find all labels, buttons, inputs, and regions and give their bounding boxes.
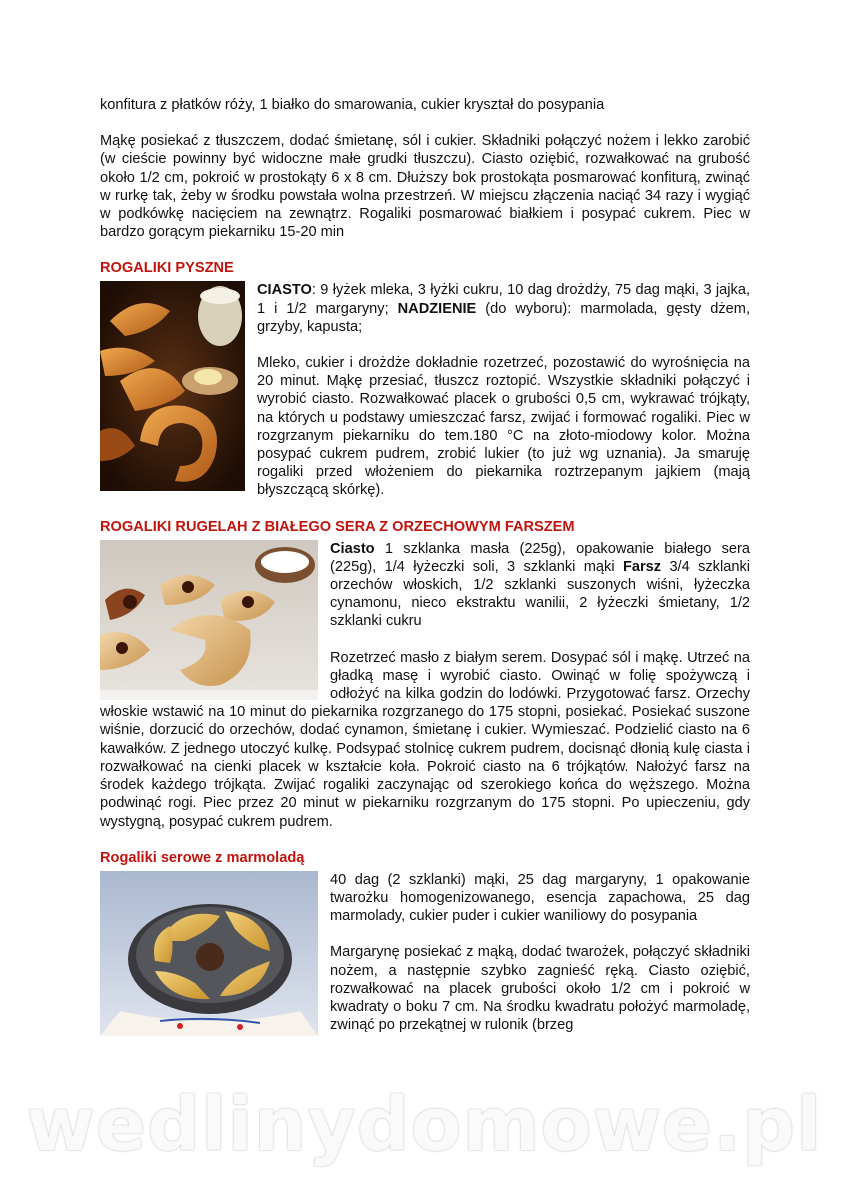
recipe-rogaliki-rugelah [100,518,750,831]
recipe-method: Margarynę posiekać z mąką, dodać twarożek, połączyć składniki nożem, a następnie szybko zagnieść ręką. Ciasto oziębić, rozwałkować na placek grubości około 1/2 cm i pokroić w kwadraty o boku 7 cm. Na środku kwadratu położyć marmoladę, zwinąć po przekątnej w rulonik (brzeg [330,944,750,1034]
recipe-page [100,96,750,1038]
recipe-title: ROGALIKI PYSZNE [100,260,234,277]
filling-ingredients: 3/4 szklanki orzechów włoskich, 1/2 szklanki suszonych wiśni, łyżeczka cynamonu, nieco ekstraktu wanilii, 2 łyżeczki śmietany, 1/2 szklanki cukru [330,558,750,630]
dough-ingredients: : 9 łyżek mleka, 3 łyżki cukru, 10 dag drożdży, 75 dag mąki, 3 jajka, 1 i 1/2 margaryny; [257,282,750,317]
dough-label: CIASTO [257,282,312,299]
recipe-method: Mleko, cukier i drożdże dokładnie rozetrzeć, pozostawić do wyrośnięcia na 20 minut. Mąkę przesiać, tłuszcz roztopić. Wszystkie składniki połączyć i wyrobić ciasto. Rozwałkować placek o grubości 0,5 cm, wykrawać trójkąty, na których u podstawy umieszczać farsz, zwijać i formować rogaliki. Piec w rozgrzanym piekarniku do tem.180 °C na złoto-miodowy kolor. Można posypać cukrem pudrem, zrobić lukier (to już wg uznania). Ja smaruję rogaliki przed włożeniem do piekarnika roztrzepanym jajkiem (mają błyszczącą skórkę). [257,355,750,499]
rugelah-photo [100,540,318,700]
dough-ingredients: 1 szklanka masła (225g), opakowanie białego sera (225g), 1/4 łyżeczki soli, 3 szklanki mąki [330,540,750,575]
recipe-method: Rozetrzeć masło z białym serem. Dosypać sól i mąkę. Utrzeć na gładką masę i wyrobić ciasto. Owinąć w folię spożywczą i odłożyć na kilka godzin do lodówki. Przygotować farsz. Orzechy włoskie wstawić na 10 minut do piekarnika rozgrzanego do 175 stopni, posiekać. Posiekać suszone wiśnie, dorzucić do orzechów, dodać cynamon, śmietanę i cukier. Wymieszać. Podzielić ciasto na 6 kawałków. Z jednego utoczyć kulkę. Podsypać stolnicę cukrem pudrem, docisnąć dłonią kulę ciasta i rozwałkować na cienki placek w kształcie koła. Pokroić ciasto na 6 trójkątów. Nałożyć farsz na środek każdego trójkąta. Zwijać rogaliki zaczynając od szerokiego końca do węższego. Można podwinąć rogi. Piec przez 20 minut w piekarniku rozgrzanym do 175 stopni. Po upieczeniu, gdy wystygną, posypać cukrem pudrem. [100,649,750,830]
recipe-title: ROGALIKI RUGELAH Z BIAŁEGO SERA Z ORZECHOWYM FARSZEM [100,518,575,535]
filling-label: Farsz [622,558,662,575]
intro-ingredients: konfitura z płatków róży, 1 białko do smarowania, cukier kryształ do posypania [100,97,605,113]
croissants-photo [100,281,245,491]
cheese-croissants-photo [100,871,318,1036]
site-watermark: wedlinydomowe.pl [26,1082,823,1168]
dough-label: Ciasto [330,540,375,557]
recipe-rogaliki-serowe [100,849,750,1035]
recipe-ingredients: 40 dag (2 szklanki) mąki, 25 dag margaryny, 1 opakowanie twarożku homogenizowanego, esencja zapachowa, 25 dag marmolady, cukier puder i cukier waniliowy do posypania [330,871,750,925]
filling-label: NADZIENIE [397,300,477,317]
recipe-title: Rogaliki serowe z marmoladą [100,849,305,866]
filling-ingredients: (do wyboru): marmolada, gęsty dżem, grzyby, kapusta; [257,300,751,335]
recipe-rogaliki-pyszne [100,259,750,499]
intro-method: Mąkę posiekać z tłuszczem, dodać śmietanę, sól i cukier. Składniki połączyć nożem i lekko zarobić (w cieście powinny być widoczne małe grudki tłuszczu). Ciasto oziębić, rozwałkować na grubość około 1/2 cm, pokroić w prostokąty 6 x 8 cm. Dłuższy bok prostokąta posmarować konfiturą, zwinąć w rurkę tak, żeby w środku powstała wolna przestrzeń. W miejscu złączenia naciąć 34 razy i wygiąć w podkówkę nacięciem na zewnątrz. Rogaliki posmarować białkiem i posypać cukrem. Piec w bardzo gorącym piekarniku 15-20 min [100,133,750,241]
